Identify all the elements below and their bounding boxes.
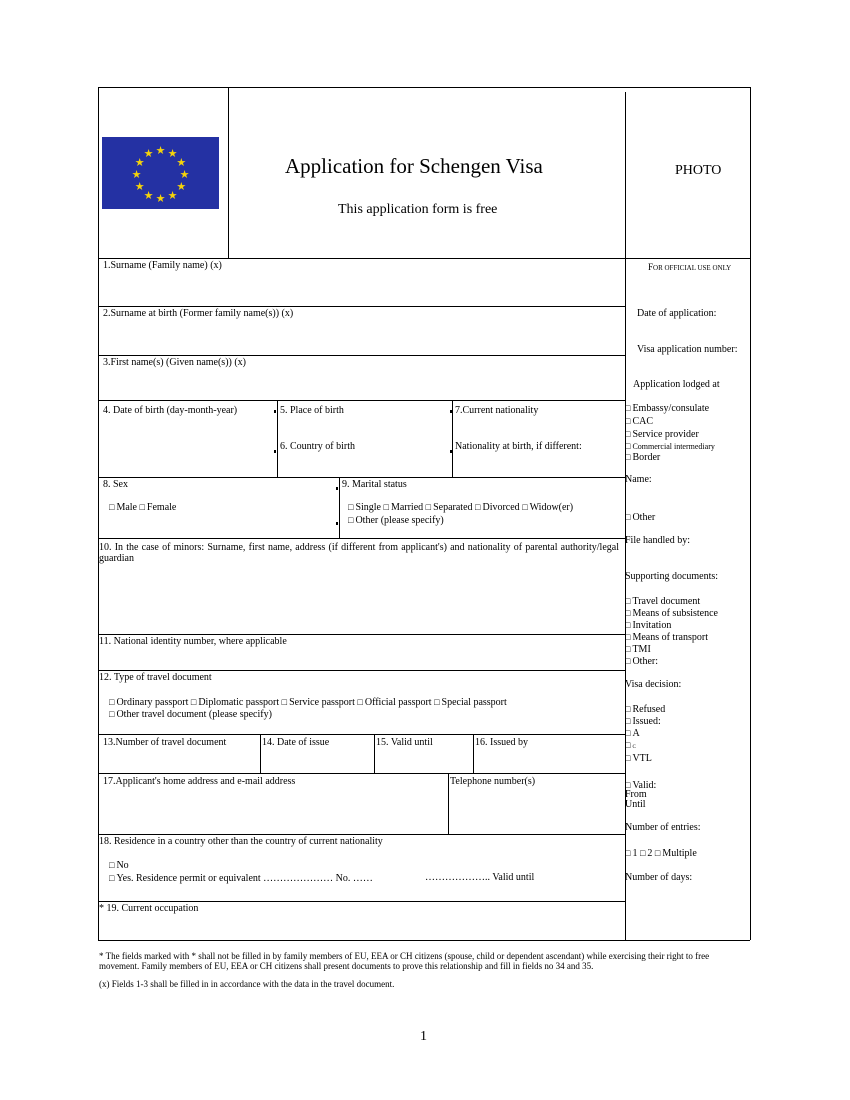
field-18-yes-option [109,872,373,885]
field-1-surname-label[interactable]: 1.Surname (Family name) (x) [103,260,222,271]
official-lodged-at: Application lodged at [633,379,720,390]
official-use-heading [648,261,731,274]
page-subtitle: This application form is free [338,202,498,217]
official-a: □ A [625,727,640,740]
field-13-document-number-label[interactable]: 13.Number of travel document [103,737,227,748]
sex-female-checkbox[interactable] [139,502,146,513]
field-18-no-option [109,859,129,872]
official-tmi: □ TMI [625,643,651,656]
official-border: □ Border [625,451,660,464]
field-10-minors-label[interactable]: 10. In the case of minors: Surname, first name, address (if different from applicant's) and nationality of parental authority/legal guardian [99,542,619,564]
svg-text:★: ★ [167,189,178,202]
official-valid: □ Valid: [625,779,656,792]
svg-text:★: ★ [143,148,154,161]
sex-male-label: Male [116,502,137,513]
official-embassy: □ Embassy/consulate [625,402,709,415]
field-12-travel-document-type-label: 12. Type of travel document [99,672,212,683]
svg-text:★: ★ [176,181,187,193]
field-18-valid-until-label[interactable]: ……………….. Valid until [425,872,535,883]
field-8-sex-label: 8. Sex [103,479,128,490]
marital-divorced-label: Divorced [482,502,520,513]
field-11-national-id-label[interactable]: 11. National identity number, where applicable [99,636,287,647]
footer-note-asterisk: * The fields marked with * shall not be filled in by family members of EU, EEA or CH citizens (spouse, child or dependent ascendant) while exercising their right to free movement. Family members of EU, EEA or CH citizens shall present documents to prove this relationship and fill in fields no 34 and 35. [99,951,710,971]
svg-text:★: ★ [179,169,190,181]
doc-other-label: Other travel document (please specify) [116,709,272,720]
official-service-provider: □ Service provider [625,428,699,441]
official-means-transport: □ Means of transport [625,631,708,644]
marital-widow-checkbox[interactable] [522,502,529,513]
page-title: Application for Schengen Visa [285,154,543,178]
field-19-occupation-label[interactable]: * 19. Current occupation [99,903,199,914]
official-from: From [625,789,647,800]
sex-female-label: Female [146,502,177,513]
official-refused: □ Refused [625,703,665,716]
residence-no-label: No [116,860,129,871]
official-visa-decision: Visa decision: [625,679,682,690]
official-file-handled-by: File handled by: [625,535,690,546]
field-7-nationality-at-birth-label[interactable]: Nationality at birth, if different: [455,441,582,452]
field-14-date-of-issue-label[interactable]: 14. Date of issue [262,737,330,748]
marital-married-checkbox[interactable] [384,502,391,513]
field-4-date-of-birth-label[interactable]: 4. Date of birth (day-month-year) [103,405,238,416]
field-17-telephone-label[interactable]: Telephone number(s) [450,776,536,787]
field-9-marital-other [348,514,444,527]
field-8-sex-options [109,501,176,514]
marital-single-label: Single [355,502,381,513]
svg-text:★: ★ [176,157,187,169]
official-travel-document: □ Travel document [625,595,700,608]
svg-text:★: ★ [155,193,166,205]
official-until: Until [625,799,646,810]
marital-other-label: Other (please specify) [355,515,444,526]
official-heading-initial: F [648,262,654,272]
marital-separated-checkbox[interactable] [426,502,433,513]
svg-text:★: ★ [167,148,178,161]
official-supporting-documents: Supporting documents: [625,571,719,582]
doc-official-checkbox[interactable] [357,697,364,708]
official-visa-application-number: Visa application number: [637,344,738,355]
official-commercial: □ Commercial intermediary [625,441,715,452]
official-cac: □ CAC [625,415,653,428]
doc-diplomatic-label: Diplomatic passport [198,697,280,708]
doc-ordinary-label: Ordinary passport [116,697,189,708]
official-number-of-days: Number of days: [625,872,693,883]
field-17-home-address-label[interactable]: 17.Applicant's home address and e-mail address [103,776,296,787]
official-invitation: □ Invitation [625,619,671,632]
official-issued: □ Issued: [625,715,661,728]
doc-special-label: Special passport [441,697,507,708]
official-heading-rest: OR OFFICIAL USE ONLY [653,264,732,272]
doc-special-checkbox[interactable] [434,697,441,708]
official-entries-options: □ 1 □ 2 □ Multiple [625,847,697,860]
footer-note-x: (x) Fields 1-3 shall be filled in in accordance with the data in the travel document. [99,979,395,989]
official-means-subsistence: □ Means of subsistence [625,607,718,620]
svg-text:★: ★ [134,181,145,193]
page-number: 1 [420,1029,427,1044]
official-name: Name: [625,474,652,485]
official-c-label: C [632,745,636,750]
svg-text:★: ★ [143,189,154,202]
doc-official-label: Official passport [364,697,432,708]
field-9-marital-status-label: 9. Marital status [342,479,407,490]
field-15-valid-until-label[interactable]: 15. Valid until [376,737,433,748]
eu-flag-icon [102,137,219,209]
svg-text:★: ★ [134,157,145,169]
doc-service-label: Service passport [289,697,355,708]
field-12-other-document [109,708,272,721]
official-date-of-application: Date of application: [637,308,717,319]
official-other-documents: □ Other: [625,655,658,668]
marital-married-label: Married [390,502,424,513]
svg-text:★: ★ [155,145,166,157]
field-16-issued-by-label[interactable]: 16. Issued by [475,737,529,748]
svg-text:★: ★ [131,169,142,181]
marital-separated-label: Separated [433,502,473,513]
doc-service-checkbox[interactable] [282,697,289,708]
official-vtl: □ VTL [625,752,652,765]
field-6-country-of-birth-label[interactable]: 6. Country of birth [280,441,355,452]
marital-widow-label: Widow(er) [529,502,574,513]
field-5-place-of-birth-label[interactable]: 5. Place of birth [280,405,344,416]
field-3-first-names-label[interactable]: 3.First name(s) (Given name(s)) (x) [103,357,247,368]
field-7-current-nationality-label[interactable]: 7.Current nationality [455,405,539,416]
field-9-marital-options [348,501,573,514]
residence-yes-label: Yes. Residence permit or equivalent ………………… No. …… [116,873,373,884]
official-other: □ Other [625,511,655,524]
field-18-residence-label: 18. Residence in a country other than the country of current nationality [99,836,383,847]
field-2-surname-at-birth-label[interactable]: 2.Surname at birth (Former family name(s)) (x) [103,308,294,319]
photo-box-label[interactable]: PHOTO [675,163,722,178]
official-number-of-entries: Number of entries: [625,822,701,833]
